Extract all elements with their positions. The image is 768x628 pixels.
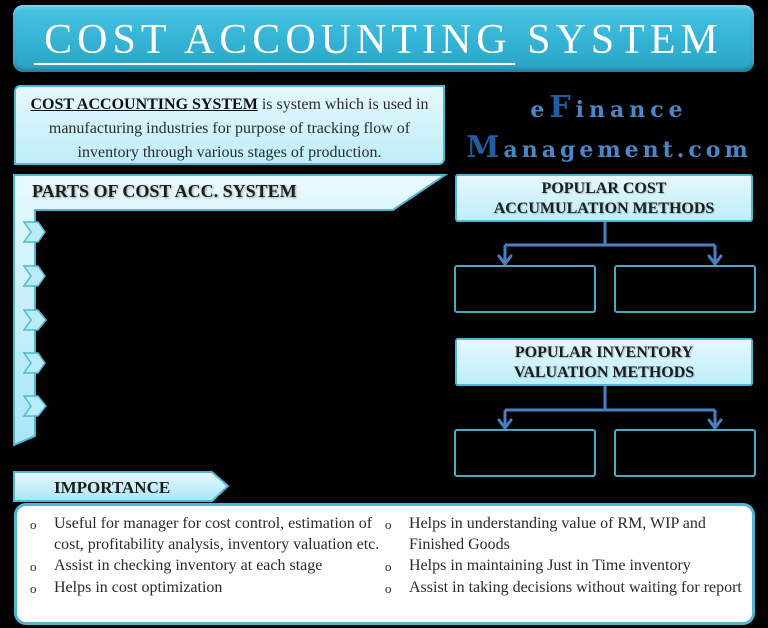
parts-title: PARTS OF COST ACC. SYSTEM: [32, 181, 297, 201]
definition-text: is system which is used in manufacturing industries for purpose of tracking flow of inventory through various stages of production.: [48, 96, 429, 161]
list-item: [30, 577, 390, 599]
header-line: ACCUMULATION METHODS: [493, 200, 715, 217]
cost-method-box-2: [614, 265, 756, 313]
list-item: [385, 577, 745, 599]
bullet-icon: o: [385, 559, 392, 574]
importance-label: IMPORTANCE: [54, 478, 171, 497]
header-line: VALUATION METHODS: [513, 364, 695, 381]
list-item: [385, 513, 745, 555]
page-title: COST ACCOUNTING SYSTEM: [44, 17, 723, 63]
bullet-icon: o: [385, 517, 392, 532]
list-item-text: Helps in cost optimization: [54, 579, 223, 596]
title-banner: [13, 5, 754, 72]
bullet-icon: o: [30, 517, 37, 532]
bullet-icon: o: [30, 559, 37, 574]
cost-accumulation-header: [455, 174, 753, 222]
list-item: [385, 555, 745, 577]
parts-panel: [0, 170, 450, 460]
list-item-text: Helps in maintaining Just in Time inventory: [409, 557, 691, 574]
brand-logo-line2: [450, 130, 768, 165]
bullet-icon: o: [385, 581, 392, 596]
list-item-text: Useful for manager for cost control, estimation of cost, profitability analysis, inventory valuation etc.: [54, 515, 380, 553]
list-item: [30, 555, 390, 577]
header-line: POPULAR INVENTORY: [514, 344, 694, 361]
brand-text: M: [466, 130, 504, 165]
definition-box: [14, 85, 445, 165]
brand-text: F: [549, 90, 576, 125]
inventory-method-box-2: [614, 429, 756, 477]
title-underline: [34, 63, 515, 65]
bullet-icon: o: [30, 581, 37, 596]
brand-text: inance: [575, 97, 688, 123]
header-line: POPULAR COST: [541, 180, 667, 197]
importance-list-right: [385, 513, 745, 599]
list-item: [30, 513, 390, 555]
cost-method-box-1: [454, 265, 596, 313]
brand-text: e: [530, 97, 550, 123]
list-item-text: Assist in checking inventory at each stage: [54, 557, 323, 574]
importance-list-left: [30, 513, 390, 599]
inventory-method-box-1: [454, 429, 596, 477]
list-item-text: Helps in understanding value of RM, WIP and Finished Goods: [409, 515, 706, 553]
brand-text: anagement.com: [503, 137, 752, 163]
definition-term: COST ACCOUNTING SYSTEM: [30, 96, 258, 113]
inventory-valuation-header: [455, 338, 753, 386]
brand-logo-line1: [450, 90, 768, 125]
list-item-text: Assist in taking decisions without waiting for report: [409, 579, 742, 596]
